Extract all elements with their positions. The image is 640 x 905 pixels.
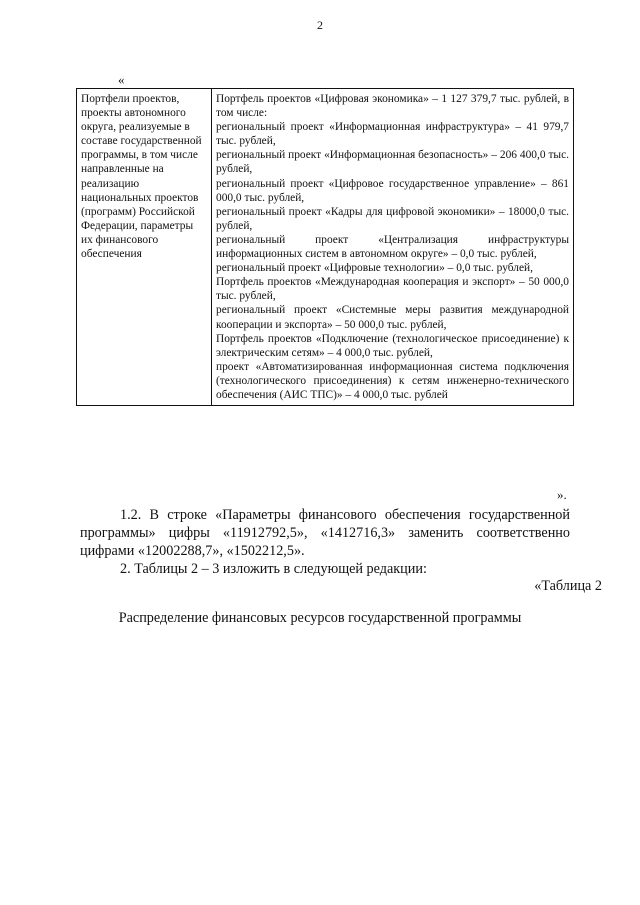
amendment-paragraph-2: 2. Таблицы 2 – 3 изложить в следующей редакции: (120, 561, 427, 577)
portfolio-line: Портфель проектов «Международная кооперация и экспорт» – 50 000,0 тыс. рублей, (216, 276, 569, 303)
project-line: региональный проект «Цифровые технологии» – 0,0 тыс. рублей, (216, 262, 533, 275)
project-line: региональный проект «Информационная инфраструктура» – 41 979,7 тыс. рублей, (216, 121, 569, 148)
section-heading: Распределение финансовых ресурсов государственной программы (118, 610, 522, 626)
opening-quote-mark: « (118, 72, 125, 87)
page-number: 2 (317, 18, 323, 32)
portfolio-line: Портфель проектов «Цифровая экономика» – 1 127 379,7 тыс. рублей, в том числе: (216, 93, 569, 120)
portfolio-table (76, 88, 574, 406)
project-line: региональный проект «Кадры для цифровой экономики» – 18000,0 тыс. рублей, (216, 205, 569, 232)
project-line: проект «Автоматизированная информационная система подключения (технологического присоединения) к сетям инженерно-технического обеспечения (АИС ТПС)» – 4 000,0 тыс. рублей (216, 360, 569, 401)
amendment-paragraph-1-2: 1.2. В строке «Параметры финансового обеспечения государственной программы» цифры «11912792,5», «1412716,3» заменить соответственно цифрами «12002288,7», «1502212,5». (80, 507, 570, 559)
row-label-cell: Портфели проектов, проекты автономного округа, реализуемые в составе государственной программы, в том числе направленные на реализацию национальных проектов (программ) Российской Федерации, параметры их финансового обеспечения (77, 89, 212, 406)
project-line: региональный проект «Информационная безопасность» – 206 400,0 тыс. рублей, (216, 149, 569, 176)
closing-quote-mark: ». (557, 487, 567, 502)
project-line: региональный проект «Централизация инфраструктуры информационных систем в автономном округе» – 0,0 тыс. рублей, (216, 233, 569, 261)
table-row (77, 89, 574, 406)
portfolio-line: Портфель проектов «Подключение (технологическое присоединение) к электрическим сетям» – 4 000,0 тыс. рублей, (216, 332, 569, 359)
project-line: региональный проект «Цифровое государственное управление» – 861 000,0 тыс. рублей, (216, 177, 569, 204)
project-line: региональный проект «Системные меры развития международной кооперации и экспорта» – 50 000,0 тыс. рублей, (216, 304, 569, 331)
row-value-cell (212, 89, 574, 406)
table-2-label: «Таблица 2 (534, 578, 602, 594)
